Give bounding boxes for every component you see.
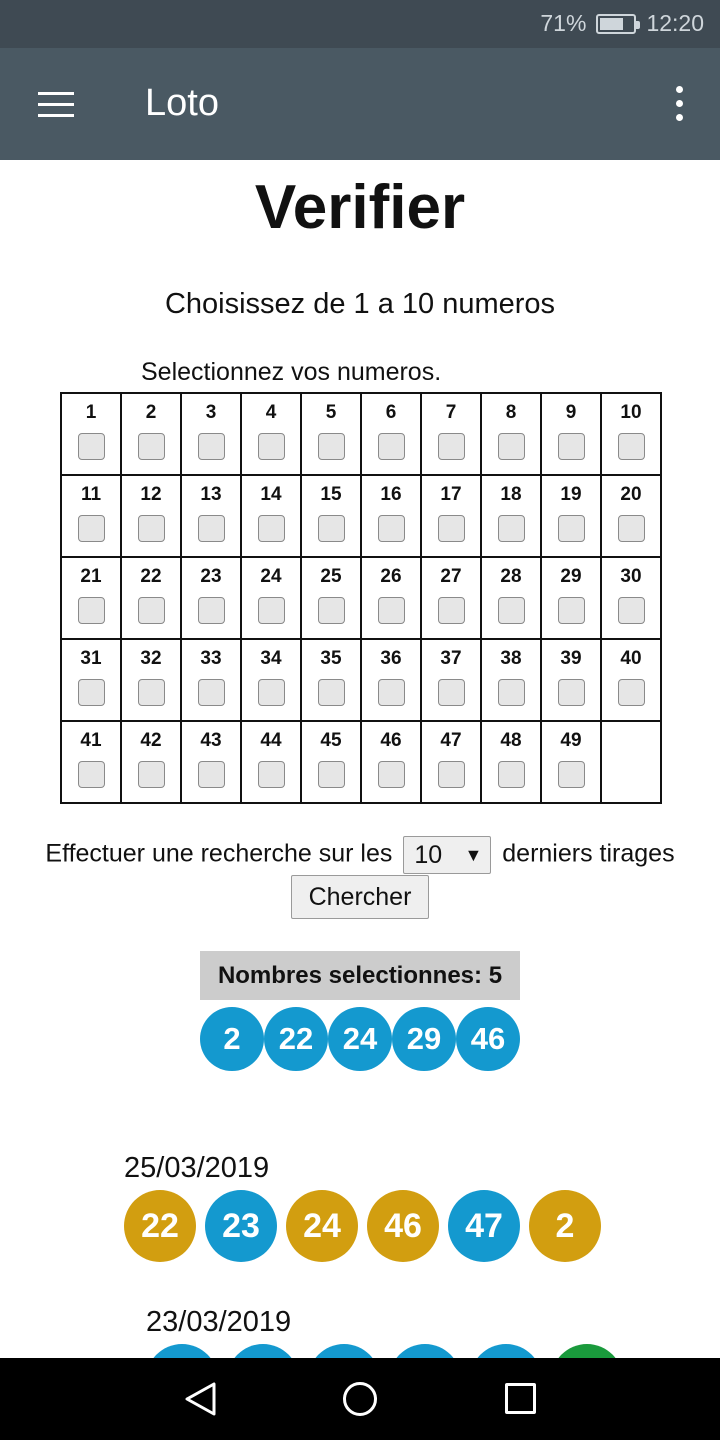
- main-content: [0, 160, 720, 1358]
- grid-cell: [121, 639, 181, 721]
- grid-cell: [541, 393, 601, 475]
- number-label: 14: [260, 484, 282, 505]
- number-checkbox[interactable]: [198, 433, 225, 460]
- grid-cell: [541, 475, 601, 557]
- grid-cell: [601, 721, 661, 803]
- draw-number-ball: 24: [286, 1190, 358, 1262]
- menu-icon[interactable]: [38, 92, 74, 118]
- grid-cell: [61, 721, 121, 803]
- grid-cell: [61, 475, 121, 557]
- grid-cell: [421, 475, 481, 557]
- number-label: 3: [205, 402, 217, 423]
- grid-cell: [541, 721, 601, 803]
- number-checkbox[interactable]: [498, 597, 525, 624]
- number-checkbox[interactable]: [138, 679, 165, 706]
- grid-row: [61, 721, 661, 803]
- grid-cell: [601, 557, 661, 639]
- number-checkbox[interactable]: [258, 433, 285, 460]
- number-checkbox[interactable]: [258, 679, 285, 706]
- grid-row: [61, 639, 661, 721]
- number-checkbox[interactable]: [78, 433, 105, 460]
- grid-cell: [301, 475, 361, 557]
- number-label: 42: [140, 730, 162, 751]
- number-checkbox[interactable]: [198, 515, 225, 542]
- grid-cell: [241, 557, 301, 639]
- number-checkbox[interactable]: [78, 515, 105, 542]
- number-checkbox[interactable]: [138, 597, 165, 624]
- number-checkbox[interactable]: [318, 515, 345, 542]
- number-checkbox[interactable]: [558, 433, 585, 460]
- number-label: 19: [560, 484, 582, 505]
- number-label: 21: [80, 566, 102, 587]
- number-checkbox[interactable]: [618, 515, 645, 542]
- grid-cell: [421, 721, 481, 803]
- draw-number-ball: 46: [367, 1190, 439, 1262]
- number-checkbox[interactable]: [378, 515, 405, 542]
- number-grid: [60, 392, 662, 804]
- grid-row: [61, 393, 661, 475]
- draw-number-ball: 47: [448, 1190, 520, 1262]
- number-checkbox[interactable]: [78, 679, 105, 706]
- grid-cell: [301, 639, 361, 721]
- recent-apps-icon[interactable]: [505, 1383, 536, 1414]
- number-label: 41: [80, 730, 102, 751]
- search-button[interactable]: Chercher: [291, 875, 429, 919]
- number-checkbox[interactable]: [138, 433, 165, 460]
- number-label: 30: [620, 566, 642, 587]
- grid-cell: [361, 557, 421, 639]
- number-label: 4: [265, 402, 277, 423]
- number-label: 39: [560, 648, 582, 669]
- number-checkbox[interactable]: [258, 761, 285, 788]
- grid-cell: [61, 393, 121, 475]
- number-checkbox[interactable]: [318, 761, 345, 788]
- grid-cell: [181, 557, 241, 639]
- number-checkbox[interactable]: [438, 679, 465, 706]
- number-label: 29: [560, 566, 582, 587]
- number-checkbox[interactable]: [618, 679, 645, 706]
- draw-number-ball: 2: [529, 1190, 601, 1262]
- number-checkbox[interactable]: [438, 433, 465, 460]
- number-label: 23: [200, 566, 222, 587]
- grid-cell: [181, 393, 241, 475]
- grid-cell: [361, 721, 421, 803]
- number-label: 46: [380, 730, 402, 751]
- selected-count-label: Nombres selectionnes: 5: [200, 951, 520, 1000]
- grid-cell: [421, 639, 481, 721]
- number-label: 26: [380, 566, 402, 587]
- number-label: 11: [80, 484, 102, 505]
- number-label: 27: [440, 566, 462, 587]
- number-label: 18: [500, 484, 522, 505]
- number-checkbox[interactable]: [318, 433, 345, 460]
- grid-cell: [361, 475, 421, 557]
- number-label: 33: [200, 648, 222, 669]
- grid-cell: [181, 639, 241, 721]
- number-checkbox[interactable]: [558, 761, 585, 788]
- number-checkbox[interactable]: [198, 679, 225, 706]
- number-checkbox[interactable]: [198, 597, 225, 624]
- number-checkbox[interactable]: [198, 761, 225, 788]
- number-label: 22: [140, 566, 162, 587]
- number-label: 7: [445, 402, 457, 423]
- number-label: 40: [620, 648, 642, 669]
- selected-number-ball: 29: [392, 1007, 456, 1071]
- grid-cell: [181, 721, 241, 803]
- number-label: 47: [440, 730, 462, 751]
- grid-cell: [121, 393, 181, 475]
- grid-cell: [121, 557, 181, 639]
- grid-cell: [481, 475, 541, 557]
- number-checkbox[interactable]: [378, 597, 405, 624]
- grid-cell: [421, 557, 481, 639]
- number-label: 28: [500, 566, 522, 587]
- back-icon[interactable]: [184, 1382, 218, 1416]
- number-label: 44: [260, 730, 282, 751]
- grid-cell: [301, 557, 361, 639]
- draw-date: 23/03/2019: [146, 1306, 292, 1338]
- grid-cell: [241, 721, 301, 803]
- grid-cell: [481, 639, 541, 721]
- draw-number-ball: 23: [205, 1190, 277, 1262]
- number-label: 34: [260, 648, 282, 669]
- number-label: 31: [80, 648, 102, 669]
- page-title: Verifier: [254, 173, 466, 242]
- selected-number-ball: 46: [456, 1007, 520, 1071]
- grid-cell: [481, 557, 541, 639]
- number-checkbox[interactable]: [438, 515, 465, 542]
- draw-number-ball: [227, 1344, 299, 1358]
- draw-number-ball: [551, 1344, 623, 1358]
- grid-cell: [301, 393, 361, 475]
- grid-cell: [541, 557, 601, 639]
- grid-cell: [121, 475, 181, 557]
- number-label: 35: [320, 648, 342, 669]
- draw-numbers: [146, 1344, 632, 1358]
- clock: 12:20: [646, 10, 704, 36]
- number-label: 8: [505, 402, 517, 423]
- status-bar: [0, 0, 720, 48]
- app-bar: [0, 48, 720, 160]
- number-checkbox[interactable]: [138, 761, 165, 788]
- draw-number-ball: [146, 1344, 218, 1358]
- instructions-text: Choisissez de 1 a 10 numeros: [164, 288, 556, 320]
- number-label: 36: [380, 648, 402, 669]
- number-checkbox[interactable]: [558, 679, 585, 706]
- more-options-icon[interactable]: [674, 86, 684, 122]
- dropdown-arrow-icon: ▼: [464, 845, 483, 865]
- number-label: 12: [140, 484, 162, 505]
- number-checkbox[interactable]: [258, 597, 285, 624]
- draw-number-ball: [389, 1344, 461, 1358]
- number-label: 17: [440, 484, 462, 505]
- draw-number-ball: [470, 1344, 542, 1358]
- grid-cell: [541, 639, 601, 721]
- grid-caption: Selectionnez vos numeros.: [141, 358, 442, 386]
- number-checkbox[interactable]: [618, 597, 645, 624]
- selected-numbers: [200, 1007, 520, 1071]
- number-label: 38: [500, 648, 522, 669]
- number-checkbox[interactable]: [318, 597, 345, 624]
- number-label: 37: [440, 648, 462, 669]
- number-label: 49: [560, 730, 582, 751]
- number-label: 13: [200, 484, 222, 505]
- selected-number-ball: 24: [328, 1007, 392, 1071]
- number-checkbox[interactable]: [378, 433, 405, 460]
- grid-cell: [241, 475, 301, 557]
- number-label: 24: [260, 566, 282, 587]
- grid-cell: [601, 639, 661, 721]
- selected-number-ball: 2: [200, 1007, 264, 1071]
- grid-cell: [301, 721, 361, 803]
- grid-cell: [601, 475, 661, 557]
- number-checkbox[interactable]: [498, 761, 525, 788]
- number-checkbox[interactable]: [618, 433, 645, 460]
- selected-number-ball: 22: [264, 1007, 328, 1071]
- battery-icon: [596, 14, 636, 34]
- grid-cell: [241, 393, 301, 475]
- battery-percent: 71%: [540, 10, 587, 36]
- number-label: 16: [380, 484, 402, 505]
- number-checkbox[interactable]: [498, 679, 525, 706]
- grid-cell: [61, 557, 121, 639]
- app-title: Loto: [145, 82, 219, 124]
- navigation-bar: [0, 1358, 720, 1440]
- grid-cell: [481, 393, 541, 475]
- number-checkbox[interactable]: [78, 761, 105, 788]
- number-checkbox[interactable]: [438, 761, 465, 788]
- grid-cell: [481, 721, 541, 803]
- number-label: 10: [620, 402, 642, 423]
- draw-number-ball: 22: [124, 1190, 196, 1262]
- grid-cell: [61, 639, 121, 721]
- grid-cell: [181, 475, 241, 557]
- number-label: 2: [145, 402, 157, 423]
- grid-row: [61, 475, 661, 557]
- draw-date: 25/03/2019: [124, 1152, 270, 1184]
- grid-cell: [421, 393, 481, 475]
- number-label: 32: [140, 648, 162, 669]
- number-label: 25: [320, 566, 342, 587]
- number-label: 15: [320, 484, 342, 505]
- grid-cell: [241, 639, 301, 721]
- number-checkbox[interactable]: [258, 515, 285, 542]
- draw-numbers: [124, 1190, 610, 1262]
- number-checkbox[interactable]: [378, 761, 405, 788]
- number-label: 48: [500, 730, 522, 751]
- number-checkbox[interactable]: [558, 515, 585, 542]
- number-checkbox[interactable]: [78, 597, 105, 624]
- number-label: 6: [385, 402, 397, 423]
- grid-cell: [121, 721, 181, 803]
- search-prefix-text: Effectuer une recherche sur les: [45, 839, 393, 868]
- grid-cell: [601, 393, 661, 475]
- search-suffix-text: derniers tirages: [502, 839, 675, 868]
- number-checkbox[interactable]: [138, 515, 165, 542]
- number-label: 45: [320, 730, 342, 751]
- number-checkbox[interactable]: [498, 515, 525, 542]
- number-label: 9: [565, 402, 577, 423]
- grid-cell: [361, 639, 421, 721]
- number-checkbox[interactable]: [558, 597, 585, 624]
- number-checkbox[interactable]: [498, 433, 525, 460]
- number-label: 5: [325, 402, 337, 423]
- draw-count-value: 10: [414, 841, 443, 869]
- grid-row: [61, 557, 661, 639]
- search-options: [0, 836, 720, 874]
- number-label: 43: [200, 730, 222, 751]
- grid-cell: [361, 393, 421, 475]
- draw-count-select[interactable]: [403, 836, 491, 874]
- number-checkbox[interactable]: [378, 679, 405, 706]
- number-checkbox[interactable]: [438, 597, 465, 624]
- number-label: 1: [85, 402, 97, 423]
- number-label: 20: [620, 484, 642, 505]
- draw-number-ball: [308, 1344, 380, 1358]
- number-checkbox[interactable]: [318, 679, 345, 706]
- home-icon[interactable]: [343, 1382, 377, 1416]
